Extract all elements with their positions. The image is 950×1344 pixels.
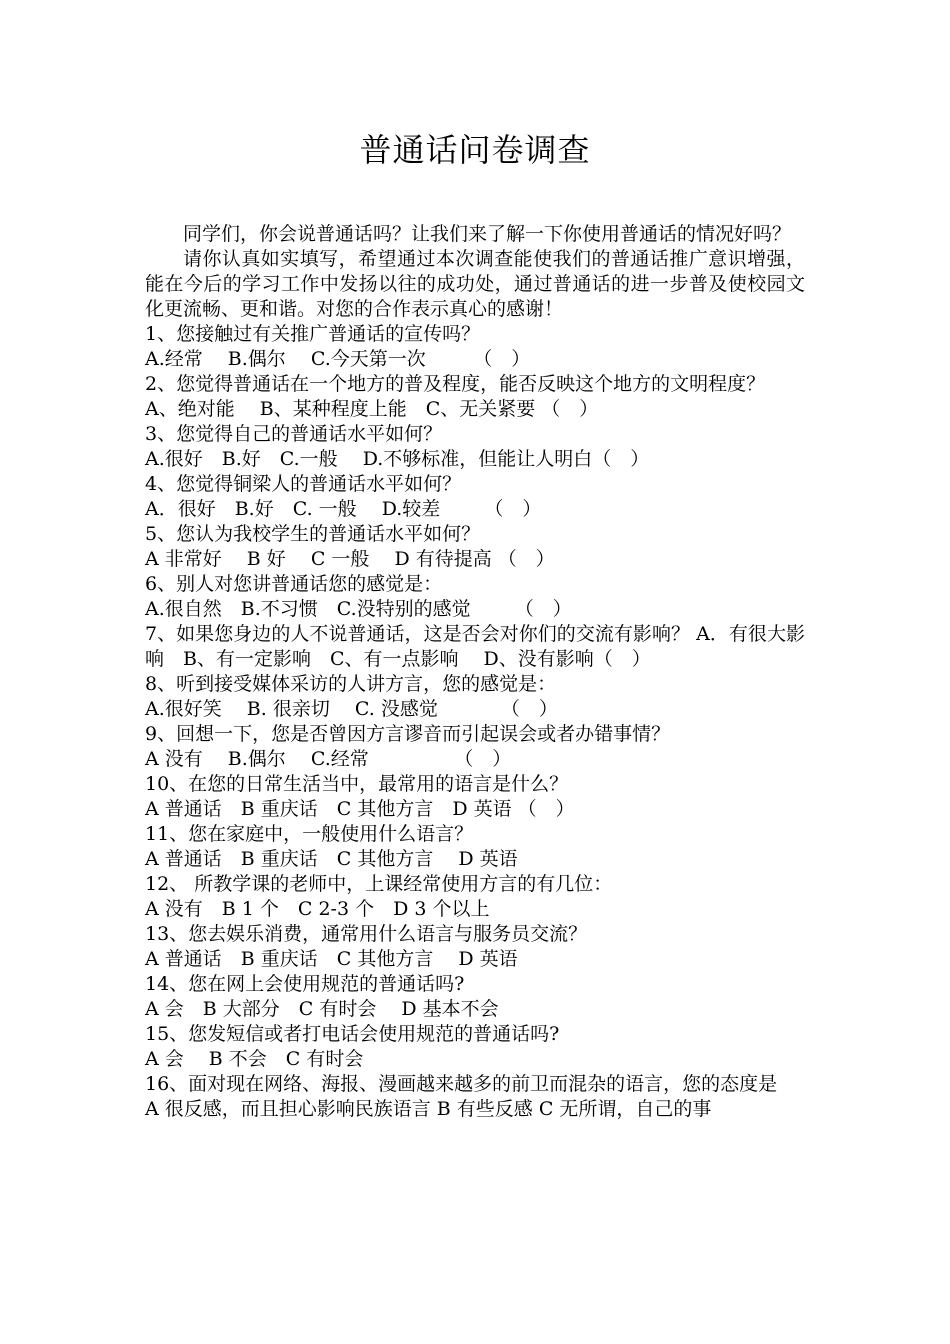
- document-body: [145, 222, 805, 1122]
- question-4-options: A．很好 B.好 C. 一般 D.较差 （ ）: [145, 498, 542, 520]
- question-14: 14、您在网上会使用规范的普通话吗?: [145, 973, 465, 995]
- question-10-options: A 普通话 B 重庆话 C 其他方言 D 英语 （ ）: [145, 798, 575, 820]
- question-8-options: A.很好笑 B. 很亲切 C. 没感觉 （ ）: [145, 698, 558, 720]
- question-15-options: A 会 B 不会 C 有时会: [145, 1048, 364, 1070]
- question-11: 11、您在家庭中，一般使用什么语言？: [145, 823, 474, 845]
- question-16-options: A 很反感，而且担心影响民族语言 B 有些反感 C 无所谓，自己的事: [145, 1098, 712, 1120]
- question-2: 2、您觉得普通话在一个地方的普及程度，能否反映这个地方的文明程度？: [145, 373, 766, 395]
- question-12: 12、 所教学课的老师中，上课经常使用方言的有几位：: [145, 873, 613, 895]
- intro-paragraph: 请你认真如实填写，希望通过本次调查能使我们的普通话推广意识增强，能在今后的学习工作中发扬以往的成功处，通过普通话的进一步普及使校园文化更流畅、更和谐。对您的合作表示真心的感谢！: [145, 248, 805, 320]
- question-9-options: A 没有 B.偶尔 C.经常 （ ）: [145, 748, 512, 770]
- question-7: 7、如果您身边的人不说普通话，这是否会对你们的交流有影响？ A．有很大影响 B、有一定影响 C、有一点影响 D、没有影响（ ）: [145, 623, 805, 670]
- question-6-options: A.很自然 B.不习惯 C.没特别的感觉 （ ）: [145, 598, 572, 620]
- question-6: 6、别人对您讲普通话您的感觉是：: [145, 573, 443, 595]
- question-10: 10、在您的日常生活当中，最常用的语言是什么？: [145, 773, 569, 795]
- question-1-options: A.经常 B.偶尔 C.今天第一次 （ ）: [145, 348, 531, 370]
- question-3-options: A.很好 B.好 C.一般 D.不够标准，但能让人明白（ ）: [145, 448, 650, 470]
- question-4: 4、您觉得铜梁人的普通话水平如何？: [145, 473, 462, 495]
- question-9: 9、回想一下，您是否曾因方言谬音而引起误会或者办错事情？: [145, 723, 671, 745]
- question-3: 3、您觉得自己的普通话水平如何？: [145, 423, 443, 445]
- question-14-options: A 会 B 大部分 C 有时会 D 基本不会: [145, 998, 499, 1020]
- question-2-options: A、绝对能 B、某种程度上能 C、无关紧要 （ ）: [145, 398, 599, 420]
- question-11-options: A 普通话 B 重庆话 C 其他方言 D 英语: [145, 848, 518, 870]
- question-5: 5、您认为我校学生的普通话水平如何？: [145, 523, 481, 545]
- page-title: 普通话问卷调查: [359, 131, 591, 169]
- intro-paragraph: 同学们，你会说普通话吗？让我们来了解一下你使用普通话的情况好吗？: [183, 223, 792, 245]
- question-13: 13、您去娱乐消费，通常用什么语言与服务员交流？: [145, 923, 588, 945]
- question-8: 8、听到接受媒体采访的人讲方言，您的感觉是：: [145, 673, 557, 695]
- question-1: 1、您接触过有关推广普通话的宣传吗？: [145, 323, 481, 345]
- question-15: 15、您发短信或者打电话会使用规范的普通话吗?: [145, 1023, 560, 1045]
- question-13-options: A 普通话 B 重庆话 C 其他方言 D 英语: [145, 948, 518, 970]
- question-5-options: A 非常好 B 好 C 一般 D 有待提高 （ ）: [145, 548, 555, 570]
- question-16: 16、面对现在网络、海报、漫画越来越多的前卫而混杂的语言，您的态度是: [145, 1073, 778, 1095]
- question-12-options: A 没有 B 1 个 C 2-3 个 D 3 个以上: [145, 898, 490, 920]
